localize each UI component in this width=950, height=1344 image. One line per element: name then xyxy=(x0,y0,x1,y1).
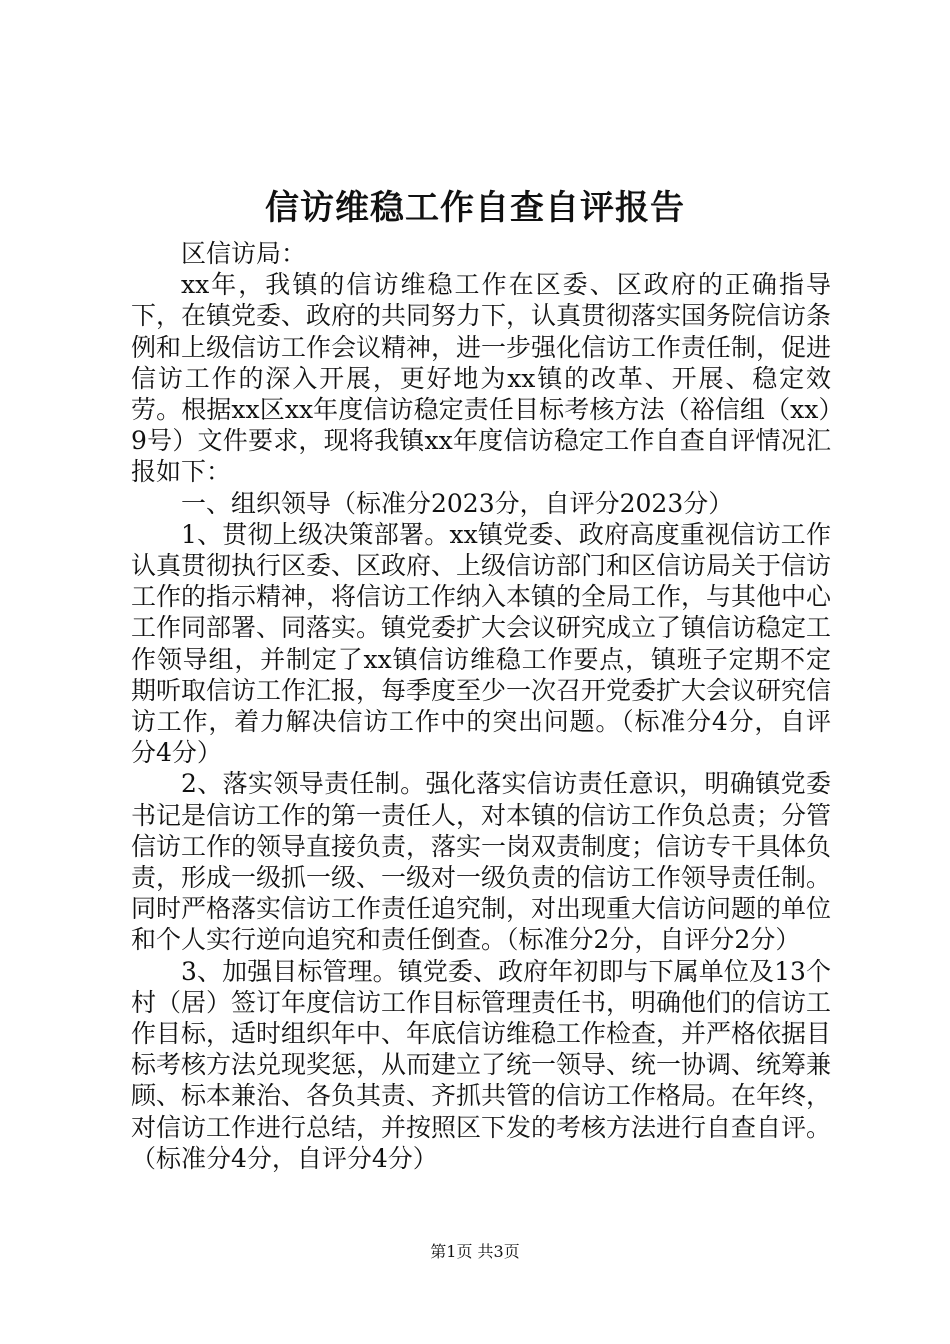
page-number-footer: 第1页 共3页 xyxy=(430,1242,520,1261)
document-body xyxy=(131,238,831,1174)
paragraph-item-3: 3、加强目标管理。镇党委、政府年初即与下属单位及13个村（居）签订年度信访工作目标管理责任书，明确他们的信访工作目标，适时组织年中、年底信访维稳工作检查，并严格依据目标考核方法兑现奖惩，从而建立了统一领导、统一协调、统筹兼顾、标本兼治、各负其责、齐抓共管的信访工作格局。在年终，对信访工作进行总结，并按照区下发的考核方法进行自查自评。（标准分4分，自评分4分） xyxy=(131,956,832,1173)
paragraph-item-2: 2、落实领导责任制。强化落实信访责任意识，明确镇党委书记是信访工作的第一责任人，对本镇的信访工作负总责；分管信访工作的领导直接负责，落实一岗双责制度；信访专干具体负责，形成一级抓一级、一级对一级负责的信访工作领导责任制。同时严格落实信访工作责任追究制，对出现重大信访问题的单位和个人实行逆向追究和责任倒查。（标准分2分，自评分2分） xyxy=(131,769,832,955)
section-heading-organization: 一、组织领导（标准分2023分，自评分2023分） xyxy=(181,488,734,518)
document-title: 信访维稳工作自查自评报告 xyxy=(265,188,685,228)
paragraph-intro: xx年，我镇的信访维稳工作在区委、区政府的正确指导下，在镇党委、政府的共同努力下，认真贯彻落实国务院信访条例和上级信访工作会议精神，进一步强化信访工作责任制，促进信访工作的深入开展，更好地为xx镇的改革、开展、稳定效劳。根据xx区xx年度信访稳定责任目标考核方法（裕信组（xx）9号）文件要求，现将我镇xx年度信访稳定工作自查自评情况汇报如下： xyxy=(131,270,832,487)
salutation: 区信访局： xyxy=(181,239,307,268)
paragraph-item-1: 1、贯彻上级决策部署。xx镇党委、政府高度重视信访工作认真贯彻执行区委、区政府、上级信访部门和区信访局关于信访工作的指示精神，将信访工作纳入本镇的全局工作，与其他中心工作同部署、同落实。镇党委扩大会议研究成立了镇信访稳定工作领导组，并制定了xx镇信访维稳工作要点，镇班子定期不定期听取信访工作汇报，每季度至少一次召开党委扩大会议研究信访工作，着力解决信访工作中的突出问题。（标准分4分，自评分4分） xyxy=(131,519,832,768)
